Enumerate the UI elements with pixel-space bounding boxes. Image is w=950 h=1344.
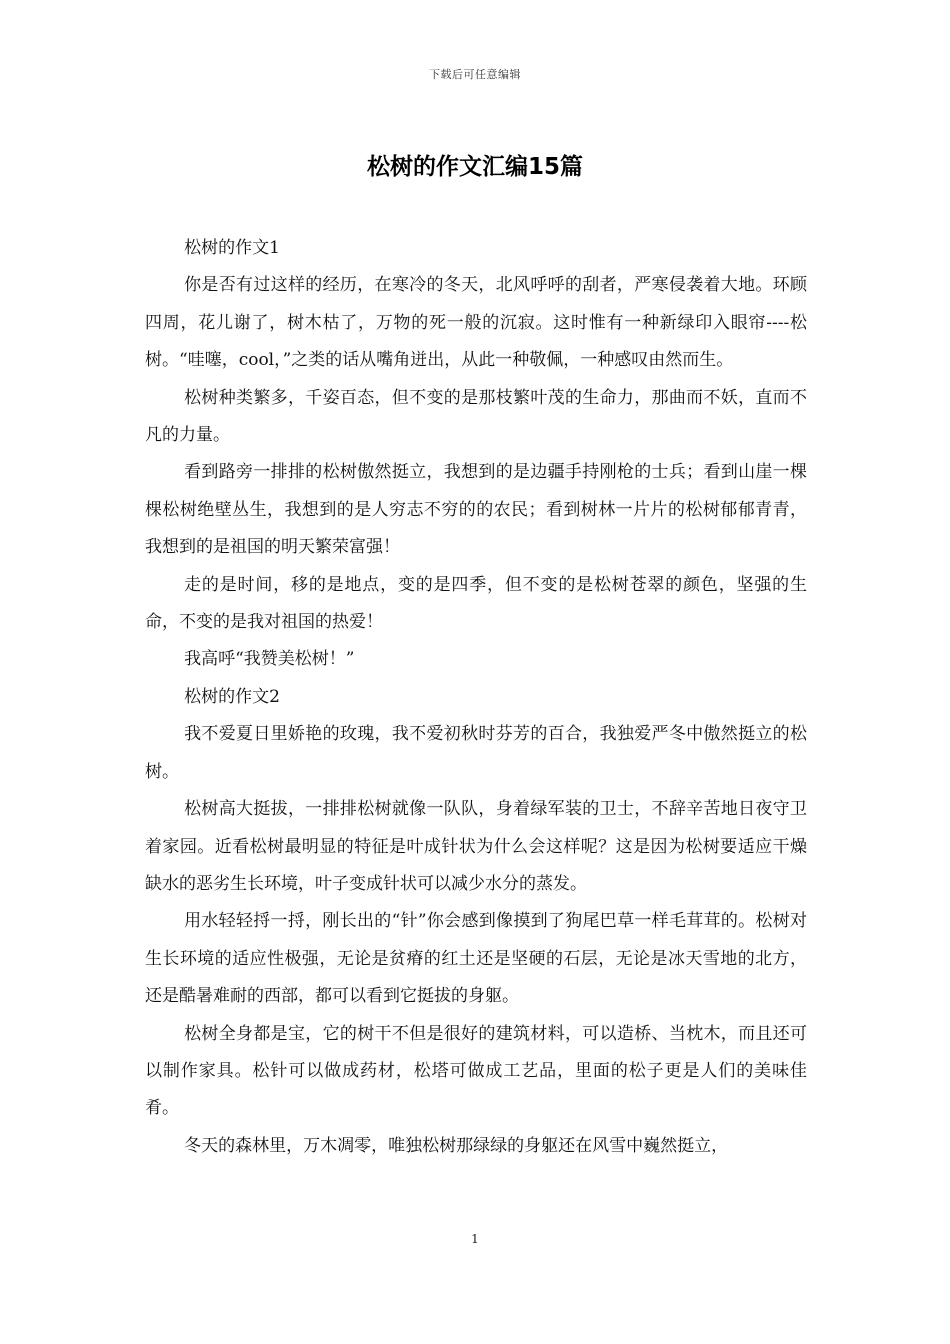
paragraph: 冬天的森林里，万木凋零，唯独松树那绿绿的身躯还在风雪中巍然挺立， [184,1135,729,1156]
paragraph: 松树全身都是宝，它的树干不但是很好的建筑材料，可以造桥、当枕木，而且还可以制作家具。松针可以做成药材，松塔可做成工艺品，里面的松子更是人们的美味佳肴。 [145,1023,807,1119]
paragraph: 看到路旁一排排的松树傲然挺立，我想到的是边疆手持刚枪的士兵；看到山崖一棵棵松树绝壁丛生，我想到的是人穷志不穷的的农民；看到树林一片片的松树郁郁青青，我想到的是祖国的明天繁荣富强！ [145,462,807,558]
document-body [145,230,807,1165]
section-heading: 松树的作文2 [184,686,280,707]
paragraph: 走的是时间，移的是地点，变的是四季，但不变的是松树苍翠的颜色，坚强的生命，不变的是我对祖国的热爱！ [145,574,807,633]
paragraph: 你是否有过这样的经历，在寒冷的冬天，北风呼呼的刮者，严寒侵袭着大地。环顾四周，花儿谢了，树木枯了，万物的死一般的沉寂。这时惟有一种新绿印入眼帘----松树。“哇噻，cool，”之类的话从嘴角迸出，从此一种敬佩，一种感叹由然而生。 [145,275,807,371]
page-number: 1 [471,1232,479,1246]
page-header-note: 下载后可任意编辑 [429,68,521,81]
paragraph: 我高呼“我赞美松树！” [184,649,355,670]
document-title: 松树的作文汇编15篇 [366,154,583,180]
section-heading: 松树的作文1 [184,238,280,258]
paragraph: 松树高大挺拔，一排排松树就像一队队，身着绿军装的卫士，不辞辛苦地日夜守卫着家园。近看松树最明显的特征是叶成针状为什么会这样呢？这是因为松树要适应干燥缺水的恶劣生长环境，叶子变成针状可以减少水分的蒸发。 [145,799,807,894]
paragraph: 松树种类繁多，千姿百态，但不变的是那枝繁叶茂的生命力，那曲而不妖，直而不凡的力量。 [145,387,807,446]
paragraph: 用水轻轻捋一捋，刚长出的“针”你会感到像摸到了狗尾巴草一样毛茸茸的。松树对生长环境的适应性极强，无论是贫瘠的红土还是坚硬的石层，无论是冰天雪地的北方，还是酷暑难耐的西部，都可以看到它挺拔的身躯。 [145,911,807,1007]
paragraph: 我不爱夏日里娇艳的玫瑰，我不爱初秋时芬芳的百合，我独爱严冬中傲然挺立的松树。 [145,724,807,782]
